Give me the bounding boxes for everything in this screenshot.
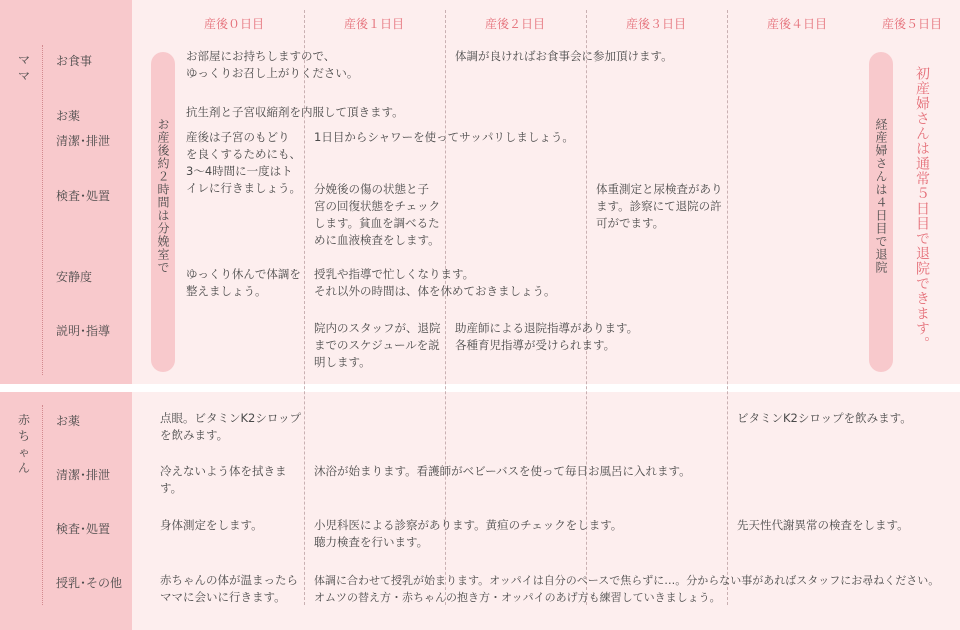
mama-category-rest: 安静度 (56, 270, 93, 284)
day-header-1: 産後１日目 (343, 17, 404, 31)
mama-exam-day3: 体重測定と尿検査があり ます。診察にて退院の許 可がでます。 (596, 182, 723, 230)
delivery-room-note: お産後約２時間は分娩室で (156, 118, 170, 274)
baby-category-exam: 検査･処置 (56, 522, 111, 536)
mama-guide-day1: 院内のスタッフが、退院 までのスケジュールを説 明します。 (314, 321, 441, 369)
baby-category-hygiene: 清潔･排泄 (56, 468, 111, 482)
mama-meal-day2: 体調が良ければお食事会に参加頂けます。 (455, 49, 673, 63)
delivery-room-pill (151, 52, 175, 372)
baby-feeding-day0: 赤ちゃんの体が温まったら ママに会いに行きます。 (160, 573, 298, 604)
mama-hygiene-day1: 1日目からシャワーを使ってサッパリしましょう。 (314, 130, 574, 144)
baby-hygiene-day1: 沐浴が始まります。看護師がベビーバスを使って毎日お風呂に入れます。 (314, 464, 691, 478)
mama-rest-day0: ゆっくり休んで体調を 整えましょう。 (186, 267, 301, 298)
day-header-2: 産後２日目 (484, 17, 545, 31)
day-header-5: 産後５日目 (881, 17, 942, 31)
multipara-note: 経産婦さんは４日目で退院 (874, 118, 888, 274)
baby-medicine-day0: 点眼。ビタミンK2シロップ を飲みます。 (160, 411, 302, 442)
day-header-4: 産後４日目 (766, 17, 827, 31)
mama-category-hygiene: 清潔･排泄 (56, 134, 111, 148)
mama-hygiene-day0: 産後は子宮のもどり を良くするためにも、 3〜4時間に一度はト イレに行きましょう。 (186, 130, 301, 195)
baby-category-medicine: お薬 (56, 414, 81, 428)
baby-exam-day0: 身体測定をします。 (160, 518, 263, 532)
primipara-note: 初産婦さんは通常５日目で退院できます。 (914, 66, 930, 351)
mama-category-guidance: 説明･指導 (56, 324, 111, 338)
day-header-3: 産後３日目 (625, 17, 686, 31)
mama-guide-day2: 助産師による退院指導があります。 各種育児指導が受けられます。 (455, 321, 639, 352)
baby-exam-day1: 小児科医による診察があります。黄疸のチェックをします。 聴力検査を行います。 (314, 518, 623, 549)
mama-category-meal: お食事 (56, 54, 93, 68)
day-divider-2 (445, 10, 446, 605)
baby-feeding-day1: 体調に合わせて授乳が始まります。オッパイは自分のペースで焦らずに…。分からない事があればスタッフにお尋ねください。 オムツの替え方・赤ちゃんの抱き方・オッパイのあげ方も練習していきましょう。 (314, 574, 940, 604)
mama-category-exam: 検査･処置 (56, 189, 111, 203)
baby-hygiene-day0: 冷えないよう体を拭きます。 (160, 464, 287, 495)
mama-meal-day0: お部屋にお持ちしますので、 ゆっくりお召し上がりください。 (186, 49, 359, 80)
day-divider-1 (304, 10, 305, 605)
baby-medicine-day4: ビタミンK2シロップを飲みます。 (737, 411, 912, 425)
baby-category-feeding: 授乳･その他 (56, 576, 123, 590)
mama-rest-day1: 授乳や指導で忙しくなります。 それ以外の時間は、体を休めておきましょう。 (314, 267, 556, 298)
baby-section-label: 赤ちゃん (18, 413, 31, 475)
day-header-0: 産後０日目 (203, 17, 264, 31)
baby-exam-day4: 先天性代謝異常の検査をします。 (737, 518, 909, 532)
day-divider-4 (727, 10, 728, 605)
baby-divider (42, 405, 43, 605)
mama-category-medicine: お薬 (56, 109, 81, 123)
day-divider-3 (586, 10, 587, 605)
mama-divider (42, 45, 43, 375)
mama-exam-day1: 分娩後の傷の状態と子 宮の回復状態をチェック します。貧血を調べるた めに血液検査をします。 (314, 182, 441, 247)
multipara-pill (869, 52, 893, 372)
mama-section-label: ママ (18, 53, 31, 83)
mama-medicine: 抗生剤と子宮収縮剤を内服して頂きます。 (186, 105, 404, 119)
